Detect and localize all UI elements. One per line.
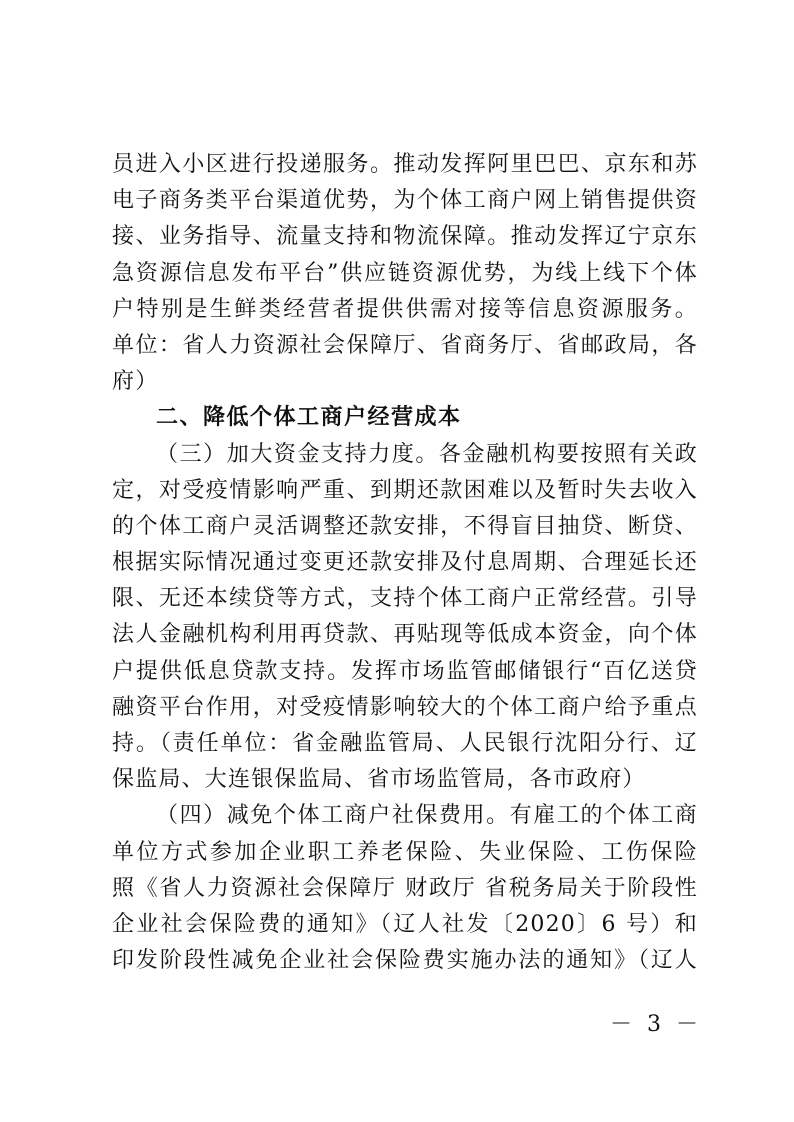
text-line: 单位：省人力资源社会保障厅、省商务厅、省邮政局，各: [112, 332, 698, 358]
text-line: 户提供低息贷款支持。发挥市场监管邮储银行“百亿送贷: [112, 658, 698, 684]
text-line: 印发阶段性减免企业社会保险费实施办法的通知》（辽人: [112, 948, 698, 974]
text-line: 根据实际情况通过变更还款安排及付息周期、合理延长还: [112, 550, 698, 576]
text-line: 照《省人力资源社会保障厅 财政厅 省税务局关于阶段性: [112, 875, 698, 901]
text-line: 融资平台作用，对受疫情影响较大的个体工商户给予重点: [112, 694, 698, 720]
paragraph-start-line: （四）减免个体工商户社保费用。有雇工的个体工商: [156, 803, 698, 829]
text-line: 单位方式参加企业职工养老保险、失业保险、工伤保险: [112, 839, 698, 865]
body-text: [112, 147, 698, 979]
text-line: 电子商务类平台渠道优势，为个体工商户网上销售提供资: [112, 188, 698, 214]
text-line: 企业社会保险费的通知》（辽人社发〔2020〕6 号）和: [112, 911, 698, 937]
text-line: 接、业务指导、流量支持和物流保障。推动发挥辽宁京东: [112, 224, 698, 250]
text-line: 保监局、大连银保监局、省市场监管局，各市政府）: [112, 767, 646, 793]
section-heading: 二、降低个体工商户经营成本: [156, 405, 462, 431]
text-line: 急资源信息发布平台”供应链资源优势，为线上线下个体: [112, 260, 698, 286]
text-line: 的个体工商户灵活调整还款安排，不得盲目抽贷、断贷、: [112, 513, 698, 539]
paragraph-start-line: （三）加大资金支持力度。各金融机构要按照有关政: [156, 441, 698, 467]
text-line: 限、无还本续贷等方式，支持个体工商户正常经营。引导: [112, 586, 698, 612]
text-line: 员进入小区进行投递服务。推动发挥阿里巴巴、京东和苏: [112, 152, 698, 177]
text-line: 持。（责任单位：省金融监管局、人民银行沈阳分行、辽: [112, 731, 698, 756]
text-line: 定，对受疫情影响严重、到期还款困难以及暂时失去收入: [112, 477, 698, 503]
text-line: 府）: [112, 369, 159, 395]
page-number: － 3 －: [610, 1012, 702, 1037]
text-line: 法人金融机构利用再贷款、再贴现等低成本资金，向个体: [112, 622, 698, 648]
text-line: 户特别是生鲜类经营者提供供需对接等信息资源服务。: [112, 296, 698, 322]
